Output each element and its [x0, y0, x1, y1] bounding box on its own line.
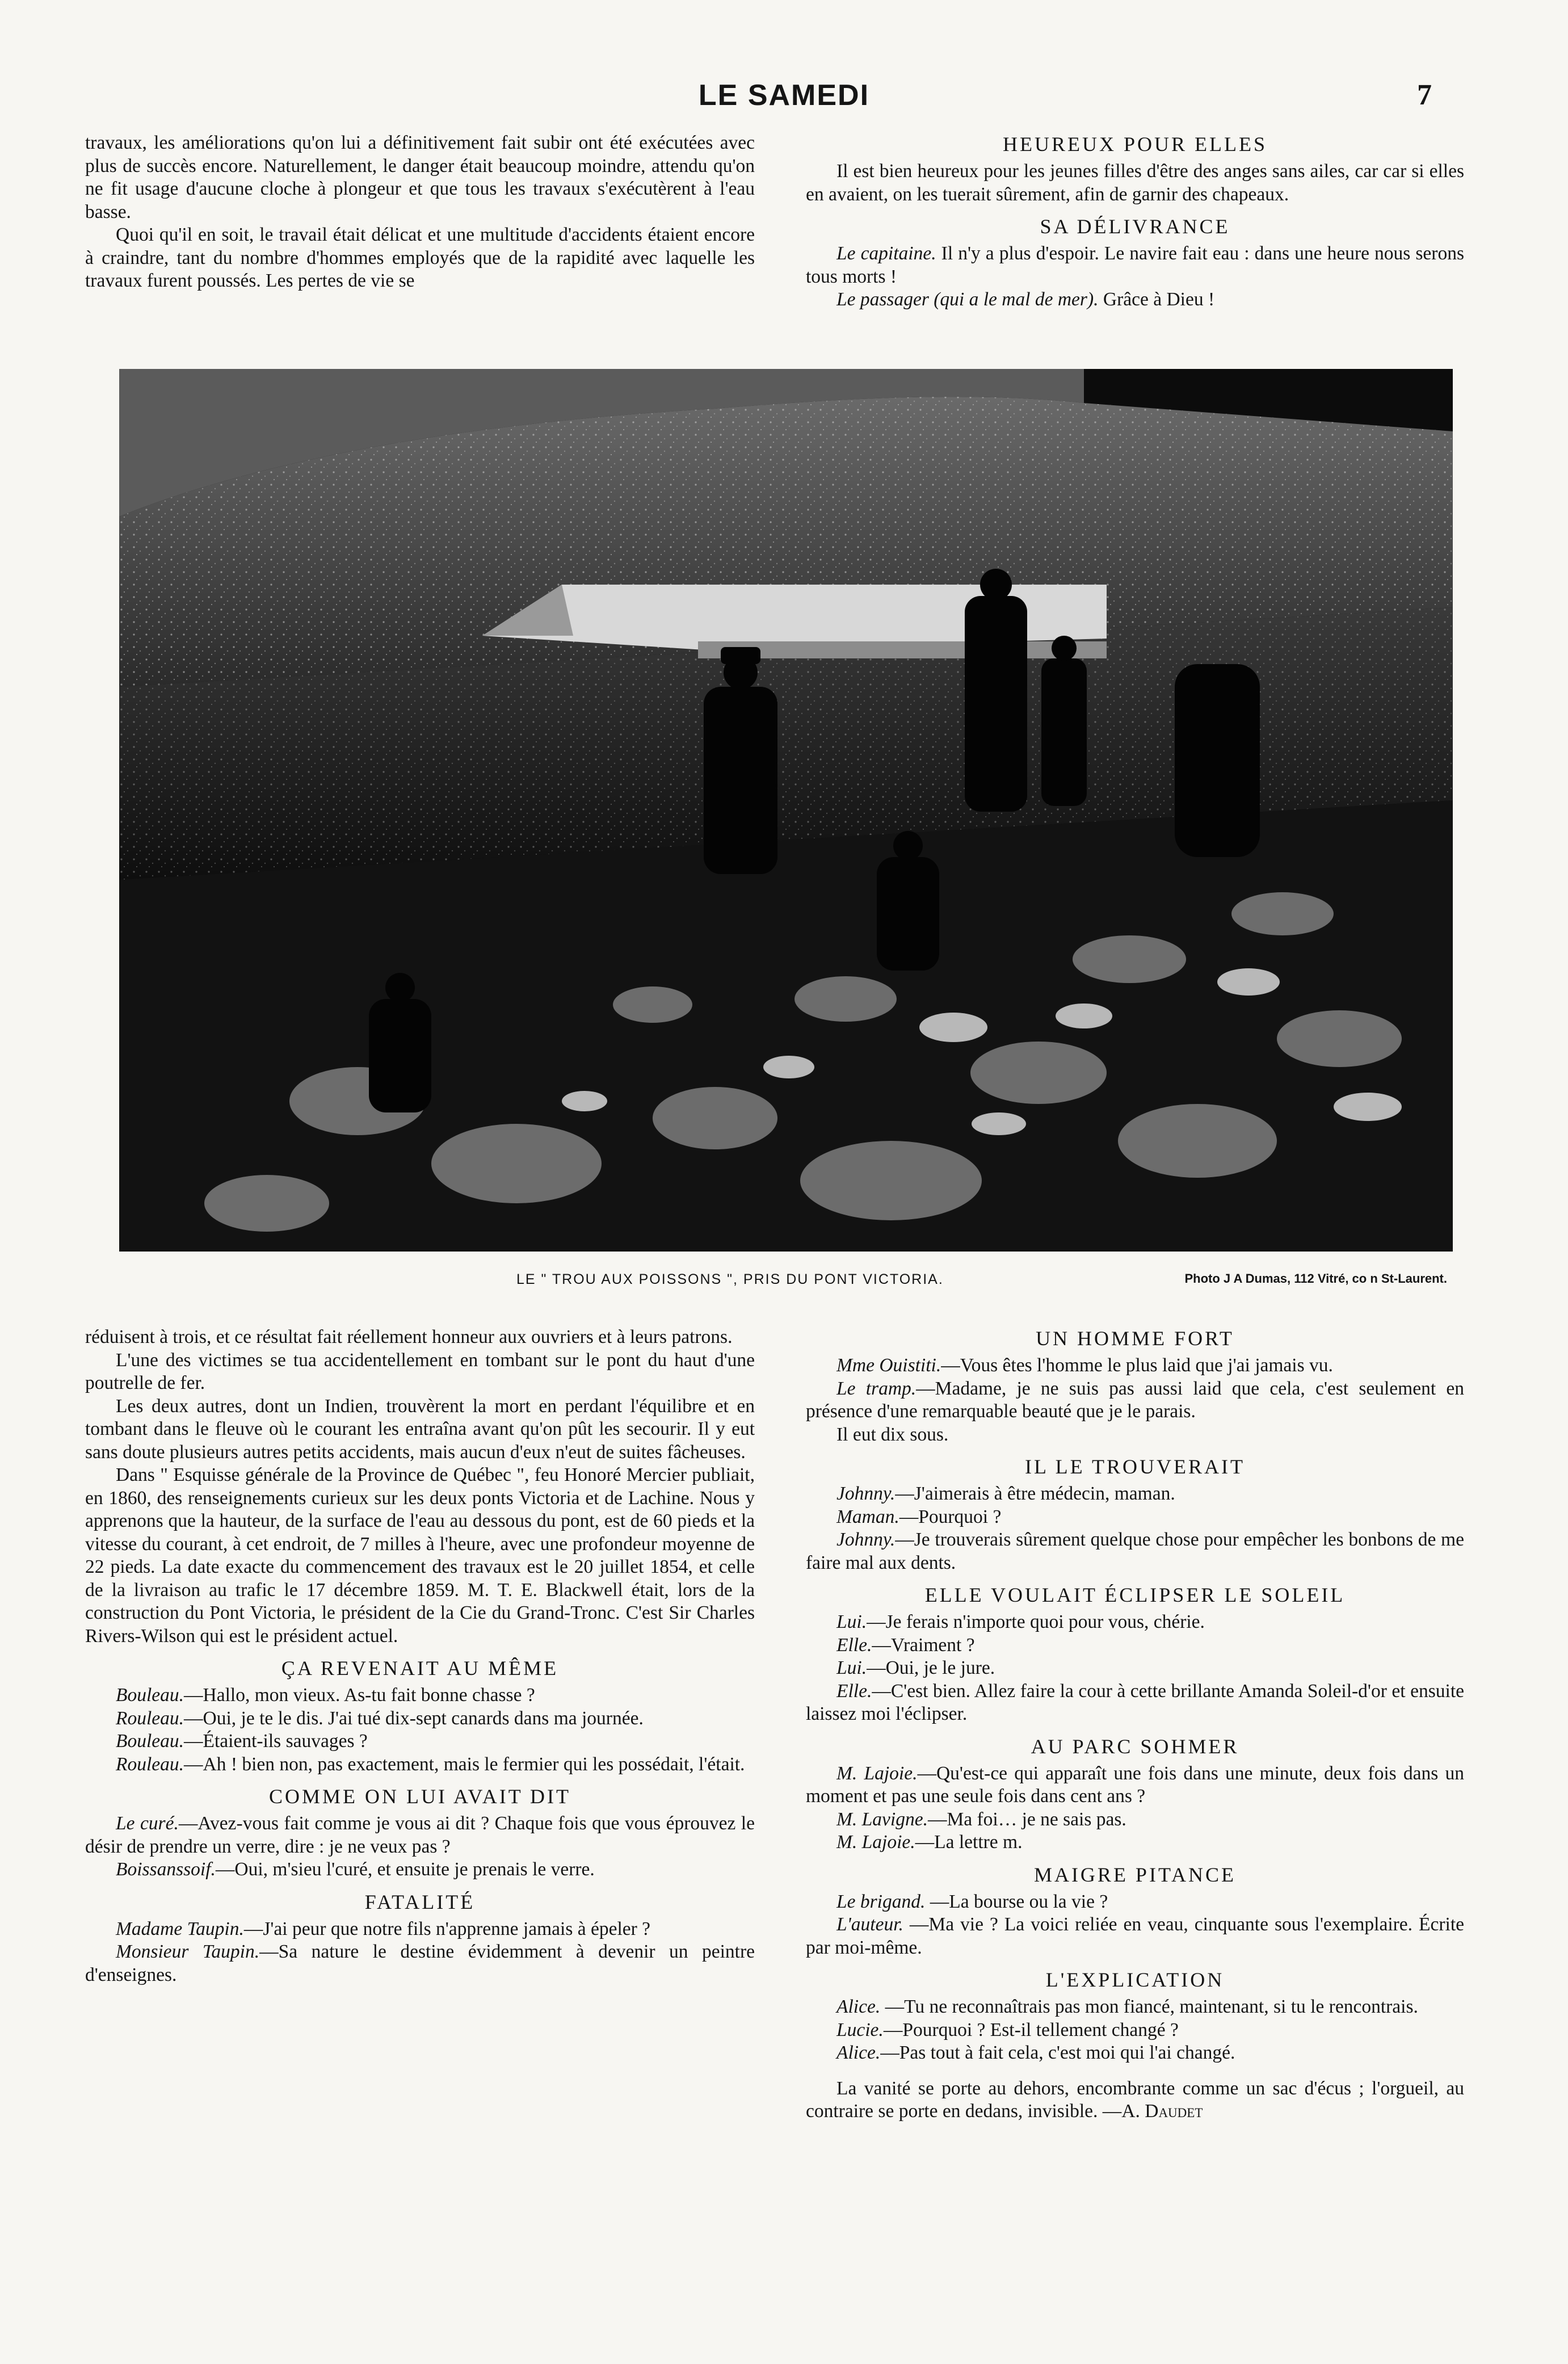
photo-caption: LE " TROU AUX POISSONS ", PRIS DU PONT VICTORIA. — [516, 1271, 944, 1287]
speaker: Lucie. — [836, 2019, 884, 2040]
line-text: —Oui, m'sieu l'curé, et ensuite je prenais le verre. — [215, 1859, 595, 1880]
line-text: Grâce à Dieu ! — [1098, 289, 1215, 310]
top-right-column — [806, 132, 1464, 312]
speaker: Alice. — [836, 2042, 881, 2063]
dialogue-line — [806, 242, 1464, 288]
speaker: M. Lajoie. — [836, 1832, 915, 1853]
line-text: —Avez-vous fait comme je vous ai dit ? Chaque fois que vous éprouvez le désir de prendre un verre, dire : je ne veux pas ? — [85, 1813, 755, 1857]
dialogue-line — [806, 1634, 1464, 1657]
dialogue-line — [806, 1831, 1464, 1854]
joke-heading: SA DÉLIVRANCE — [1040, 215, 1230, 238]
dialogue-line — [806, 1680, 1464, 1726]
speaker: M. Lavigne. — [836, 1808, 928, 1830]
speaker: Le brigand. — [836, 1891, 926, 1912]
bottom-right-column — [806, 1326, 1464, 2123]
joke-heading: FATALITÉ — [364, 1890, 476, 1913]
speaker: Boissanssoif. — [116, 1859, 216, 1880]
page-header — [0, 73, 1568, 124]
speaker: Maman. — [836, 1506, 899, 1527]
speaker: Lui. — [836, 1611, 867, 1632]
speaker: Elle. — [836, 1680, 872, 1702]
dialogue-line — [85, 1858, 755, 1882]
line-text: —Étaient-ils sauvages ? — [184, 1731, 368, 1752]
speaker: Bouleau. — [116, 1685, 184, 1706]
maxim-author: Daudet — [1145, 2101, 1203, 2122]
paragraph: Dans " Esquisse générale de la Province de Québec ", feu Honoré Mercier publiait, en 1860, des renseignements curieux sur les deux ponts Victoria et de Lachine. Nous y apprenons que la hauteur, de la surface de l'eau au dessous du pont, est de 60 pieds et la vitesse du courant, à cet endroit, de 7 milles à l'heure, avec une profondeur moyenne de 22 pieds. La date exacte du commencement des travaux est le 20 juillet 1854, et celle de la livraison au trafic le 17 décembre 1859. M. T. E. Blackwell était, lors de la construction du Pont Victoria, le président de la Cie du Grand-Tronc. C'est Sir Charles Rivers-Wilson qui est le président actuel. — [85, 1464, 755, 1647]
dialogue-line — [85, 1753, 755, 1777]
bottom-left-column — [85, 1326, 755, 1987]
dialogue-line — [806, 1483, 1464, 1506]
joke-heading: IL LE TROUVERAIT — [1025, 1455, 1245, 1478]
page-number: 7 — [1417, 79, 1432, 111]
dialogue-line — [806, 1378, 1464, 1424]
paragraph: Quoi qu'il en soit, le travail était délicat et une multitude d'accidents étaient encore à craindre, tant du nombre d'hommes employés que de la rapidité avec laquelle les travaux furent poussés. Les pertes de vie se — [85, 224, 755, 291]
dialogue-line — [806, 1891, 1464, 1914]
line-text: —Oui, je te le dis. J'ai tué dix-sept canards dans ma journée. — [184, 1707, 644, 1729]
line-text: —Tu ne reconnaîtrais pas mon fiancé, maintenant, si tu le rencontrais. — [880, 1996, 1418, 2017]
joke-heading: ELLE VOULAIT ÉCLIPSER LE SOLEIL — [924, 1584, 1346, 1606]
line-text: —La bourse ou la vie ? — [925, 1891, 1108, 1912]
speaker: Rouleau. — [116, 1707, 184, 1729]
speaker: L'auteur. — [836, 1914, 903, 1935]
top-left-column — [85, 132, 755, 293]
line-text: —J'aimerais à être médecin, maman. — [895, 1483, 1175, 1504]
joke-heading: AU PARC SOHMER — [1031, 1735, 1239, 1758]
photo-illustration — [119, 369, 1453, 1252]
speaker: Elle. — [836, 1634, 872, 1656]
speaker: Bouleau. — [116, 1731, 184, 1752]
line-text: —Qu'est-ce qui apparaît une fois dans une minute, deux fois dans un moment et pas une seule fois dans cent ans ? — [806, 1762, 1464, 1807]
paragraph: travaux, les améliorations qu'on lui a définitivement fait subir ont été exécutées avec plus de succès encore. Naturellement, le danger était beaucoup moindre, attendu qu'on ne fit usage d'aucune cloche à plongeur et que tous les travaux s'exécutèrent à l'eau basse. — [85, 132, 755, 222]
paragraph: Les deux autres, dont un Indien, trouvèrent la mort en perdant l'équilibre et en tombant dans le fleuve où le courant les entraîna avant qu'on pût les secourir. Il y eut sans doute plusieurs autres petits accidents, mais aucun d'eux n'eut de suites fâcheuses. — [85, 1395, 755, 1463]
paragraph: Il est bien heureux pour les jeunes filles d'être des anges sans ailes, car car si elles en avaient, on les tuerait sûrement, afin de garnir des chapeaux. — [806, 161, 1464, 205]
dialogue-line — [806, 1996, 1464, 2019]
joke-heading: UN HOMME FORT — [1036, 1327, 1234, 1350]
line-text: —Ma vie ? La voici reliée en veau, cinquante sous l'exemplaire. Écrite par moi-même. — [806, 1914, 1464, 1958]
speaker: Johnny. — [836, 1483, 896, 1504]
speaker: Le curé. — [116, 1813, 179, 1834]
speaker: Rouleau. — [116, 1753, 184, 1775]
speaker: Mme Ouistiti. — [836, 1355, 941, 1376]
joke-heading: HEUREUX POUR ELLES — [1003, 133, 1267, 156]
line-text: —Ma foi… je ne sais pas. — [927, 1808, 1126, 1830]
speaker: Le tramp. — [836, 1378, 917, 1399]
speaker: Le capitaine. — [836, 243, 936, 264]
dialogue-line — [806, 1808, 1464, 1832]
dialogue-line — [806, 1354, 1464, 1378]
line-text: —Je trouverais sûrement quelque chose pour empêcher les bonbons de me faire mal aux dents. — [806, 1529, 1464, 1573]
photo-credit: Photo J A Dumas, 112 Vitré, co n St-Laurent. — [1184, 1271, 1447, 1286]
paragraph: réduisent à trois, et ce résultat fait réellement honneur aux ouvriers et à leurs patrons. — [85, 1326, 733, 1347]
line-text: —Oui, je le jure. — [867, 1657, 995, 1678]
line-text: —Sa nature le destine évidemment à devenir un peintre d'enseignes. — [85, 1941, 755, 1985]
photograph — [119, 369, 1453, 1252]
speaker: Madame Taupin. — [116, 1918, 244, 1939]
dialogue-line — [806, 1611, 1464, 1634]
line-text: —La lettre m. — [915, 1832, 1023, 1853]
dialogue-line — [85, 1684, 755, 1707]
line-text: —Hallo, mon vieux. As-tu fait bonne chasse ? — [184, 1685, 535, 1706]
line-text: —Je ferais n'importe quoi pour vous, chérie. — [867, 1611, 1205, 1632]
joke-heading: MAIGRE PITANCE — [1033, 1863, 1237, 1886]
dialogue-line — [806, 1506, 1464, 1529]
dialogue-line — [806, 288, 1464, 312]
line-text: Il n'y a plus d'espoir. Le navire fait eau : dans une heure nous serons tous morts ! — [806, 243, 1464, 287]
paragraph: Il eut dix sous. — [836, 1424, 949, 1445]
dialogue-line — [806, 1657, 1464, 1680]
dialogue-line — [85, 1730, 755, 1753]
joke-heading: ÇA REVENAIT AU MÊME — [281, 1657, 559, 1679]
paragraph: L'une des victimes se tua accidentellement en tombant sur le pont du haut d'une poutrelle de fer. — [85, 1349, 755, 1393]
dialogue-line — [85, 1707, 755, 1731]
closing-maxim — [806, 2077, 1464, 2123]
photo-caption-bar — [119, 1267, 1453, 1292]
dialogue-line — [85, 1918, 755, 1941]
line-text: —C'est bien. Allez faire la cour à cette brillante Amanda Soleil-d'or et ensuite laissez moi l'éclipser. — [806, 1680, 1464, 1724]
speaker: Johnny. — [836, 1529, 896, 1550]
line-text: —Madame, je ne suis pas aussi laid que cela, c'est seulement en présence d'une remarquable beauté que je le parais. — [806, 1378, 1464, 1422]
dialogue-line — [806, 1529, 1464, 1574]
line-text: —Ah ! bien non, pas exactement, mais le fermier qui les possédait, l'était. — [184, 1753, 745, 1775]
newspaper-title: LE SAMEDI — [698, 79, 870, 112]
dialogue-line — [85, 1812, 755, 1858]
line-text: —Pas tout à fait cela, c'est moi qui l'ai changé. — [880, 2042, 1235, 2063]
speaker: Monsieur Taupin. — [116, 1941, 260, 1962]
line-text: —Pourquoi ? — [899, 1506, 1002, 1527]
line-text: —Vraiment ? — [872, 1634, 975, 1656]
speaker: Lui. — [836, 1657, 867, 1678]
dialogue-line — [806, 2019, 1464, 2042]
line-text: —Pourquoi ? Est-il tellement changé ? — [883, 2019, 1179, 2040]
joke-heading: L'EXPLICATION — [1045, 1968, 1225, 1991]
speaker: Le passager (qui a le mal de mer). — [836, 289, 1099, 310]
line-text: —J'ai peur que notre fils n'apprenne jamais à épeler ? — [243, 1918, 651, 1939]
dialogue-line — [806, 2042, 1464, 2065]
dialogue-line — [806, 1913, 1464, 1959]
dialogue-line — [85, 1941, 755, 1987]
speaker: M. Lajoie. — [836, 1762, 918, 1784]
dialogue-line — [806, 1762, 1464, 1808]
maxim-text: La vanité se porte au dehors, encombrante comme un sac d'écus ; l'orgueil, au contraire se porte en dedans, invisible. —A. — [806, 2077, 1464, 2122]
speaker: Alice. — [836, 1996, 881, 2017]
joke-heading: COMME ON LUI AVAIT DIT — [268, 1785, 571, 1808]
line-text: —Vous êtes l'homme le plus laid que j'ai jamais vu. — [941, 1355, 1333, 1376]
